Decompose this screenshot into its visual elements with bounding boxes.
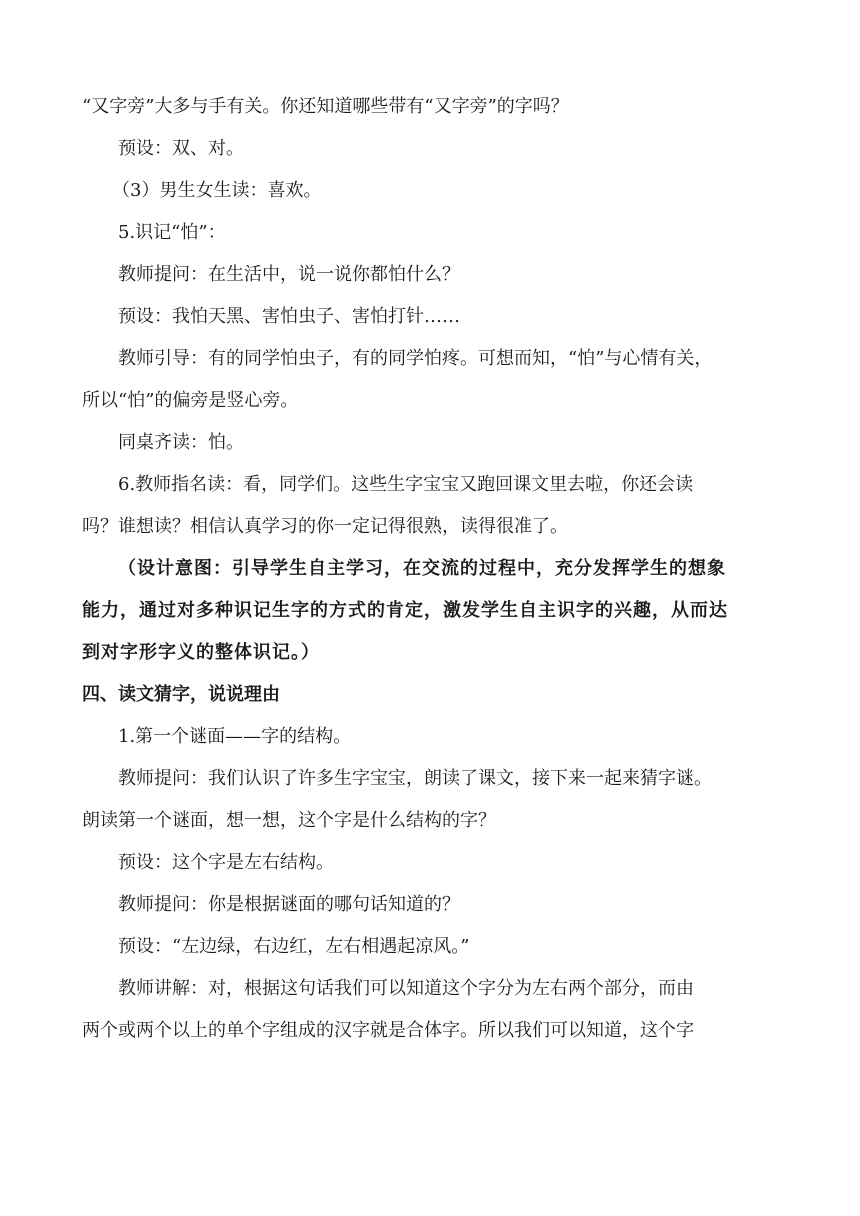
- design-intent-line: （设计意图：引导学生自主学习，在交流的过程中，充分发挥学生的想象: [118, 558, 726, 579]
- paragraph-line: 预设：我怕天黑、害怕虫子、害怕打针……: [118, 306, 460, 327]
- paragraph-line: 朗读第一个谜面，想一想，这个字是什么结构的字？: [82, 810, 496, 831]
- paragraph-line: 教师提问：你是根据谜面的哪句话知道的？: [118, 894, 460, 915]
- paragraph-line: 预设：双、对。: [118, 138, 244, 159]
- paragraph-line: “又字旁”大多与手有关。你还知道哪些带有“又字旁”的字吗？: [82, 96, 569, 117]
- paragraph-line: （3）男生女生读：喜欢。: [112, 180, 322, 201]
- paragraph-line: 同桌齐读：怕。: [118, 432, 244, 453]
- paragraph-line: 教师引导：有的同学怕虫子，有的同学怕疼。可想而知，“怕”与心情有关，: [118, 348, 713, 369]
- paragraph-line: 1.第一个谜面——字的结构。: [118, 726, 352, 747]
- paragraph-line: 5.识记“怕”：: [118, 222, 226, 243]
- paragraph-line: 吗？谁想读？相信认真学习的你一定记得很熟，读得很准了。: [82, 516, 568, 537]
- paragraph-line: 6.教师指名读：看，同学们。这些生字宝宝又跑回课文里去啦，你还会读: [118, 474, 694, 495]
- paragraph-line: 两个或两个以上的单个字组成的汉字就是合体字。所以我们可以知道，这个字: [82, 1020, 694, 1041]
- paragraph-line: 教师讲解：对，根据这句话我们可以知道这个字分为左右两个部分，而由: [118, 978, 694, 999]
- paragraph-line: 预设：这个字是左右结构。: [118, 852, 334, 873]
- paragraph-line: 教师提问：在生活中，说一说你都怕什么？: [118, 264, 460, 285]
- paragraph-line: 教师提问：我们认识了许多生字宝宝，朗读了课文，接下来一起来猜字谜。: [118, 768, 712, 789]
- paragraph-line: 预设：“左边绿，右边红，左右相遇起凉风。”: [118, 936, 470, 957]
- paragraph-line: 所以“怕”的偏旁是竖心旁。: [82, 390, 299, 411]
- design-intent-line: 能力，通过对多种识记生字的方式的肯定，激发学生自主识字的兴趣，从而达: [82, 600, 728, 621]
- section-heading: 四、读文猜字，说说理由: [82, 684, 280, 705]
- design-intent-line: 到对字形字义的整体识记。）: [82, 642, 320, 663]
